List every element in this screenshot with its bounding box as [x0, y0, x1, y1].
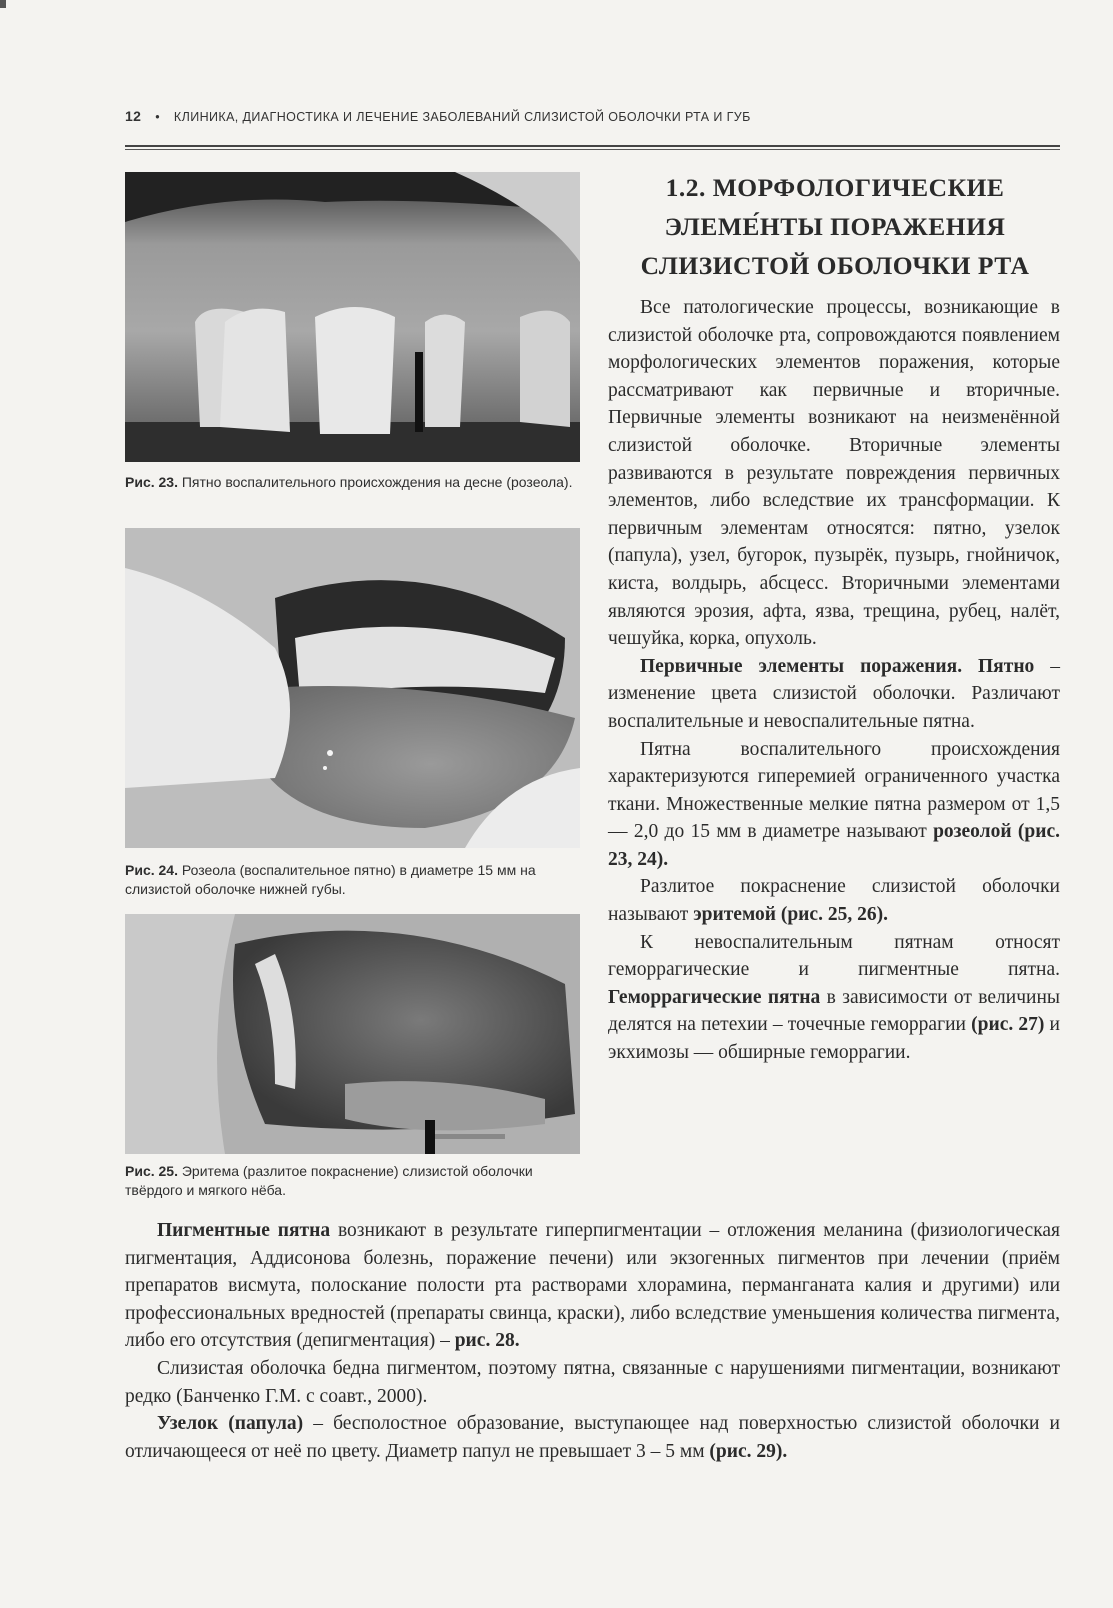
- paragraph-text: и экхимозы — обширные геморрагии.: [608, 1014, 1060, 1064]
- figure-23-text: Пятно воспалительного происхождения на десне (розеола).: [177, 474, 573, 490]
- paragraph-text: – изменение цвета слизистой оболочки. Различают воспалительные и невоспалительные пятна.: [608, 655, 1060, 732]
- paragraph-text: в зависимости от величины делятся на петехии – точечные геморрагии: [608, 986, 1060, 1036]
- figure-24-photo: [125, 528, 580, 848]
- term-pigment-spots: Пигментные пятна: [157, 1220, 331, 1241]
- scan-mark: [0, 0, 6, 8]
- figure-24-label: Рис. 24.: [125, 862, 178, 878]
- heading-line-2: ЭЛЕМЕ́НТЫ ПОРАЖЕНИЯ: [664, 212, 1006, 241]
- figure-23-label: Рис. 23.: [125, 474, 178, 490]
- figure-ref-27: (рис. 27): [971, 1014, 1045, 1036]
- full-width-text: [125, 1217, 1060, 1465]
- paragraph: [608, 929, 1060, 1067]
- paragraph-text: Разлитое покраснение слизистой оболочки называют: [608, 876, 1060, 926]
- heading-line-1: 1.2. МОРФОЛОГИЧЕСКИЕ: [665, 173, 1005, 202]
- paragraph: [125, 1217, 1060, 1355]
- term-primary-elements: Первичные элементы поражения. Пятно: [640, 655, 1035, 677]
- figure-25-label: Рис. 25.: [125, 1163, 178, 1179]
- figure-25-text: Эритема (разлитое покраснение) слизистой оболочки твёрдого и мягкого нёба.: [125, 1163, 533, 1198]
- figure-ref-29: (рис. 29).: [709, 1440, 788, 1462]
- paragraph: [125, 1410, 1060, 1465]
- figure-25-caption: [125, 1162, 585, 1200]
- book-title: КЛИНИКА, ДИАГНОСТИКА И ЛЕЧЕНИЕ ЗАБОЛЕВАНИЙ СЛИЗИСТОЙ ОБОЛОЧКИ РТА И ГУБ: [173, 110, 751, 124]
- figure-23-caption: [125, 473, 585, 492]
- header-rule-thick: [125, 145, 1060, 147]
- paragraph-text: Пятна воспалительного происхождения характеризуются гиперемией ограниченного участка ткани. Множественные мелкие пятна размером от 1,5 — 2,0 до 15 мм в диаметре называют: [608, 738, 1060, 843]
- term-roseola: розеолой (рис. 23, 24).: [608, 821, 1060, 870]
- section-heading: [610, 168, 1060, 285]
- paragraph-text: возникают в результате гиперпигментации – отложения меланина (физиологическая пигментация, Аддисонова болезнь, поражение печени) или экзогенных пигментов при лечении (приём препаратов висмута, полоскание полости рта растворами хлорамина, перманганата калия и другими) или профессиональных вредностей (препараты свинца, краски), либо вследствие уменьшения количества пигмента, либо его отсутствия (депигментация) –: [125, 1220, 1061, 1352]
- term-papule: Узелок (папула): [157, 1413, 304, 1435]
- heading-line-3: СЛИЗИСТОЙ ОБОЛОЧКИ РТА: [640, 251, 1030, 280]
- paragraph-text: К невоспалительным пятнам относят геморрагические и пигментные пятна.: [608, 931, 1060, 981]
- running-head: [125, 108, 1060, 124]
- header-rule-thin: [125, 149, 1060, 150]
- paragraph: [608, 653, 1060, 736]
- paragraph: Все патологические процессы, возникающие в слизистой оболочке рта, сопровождаются появлением морфологических элементов поражения, которые рассматривают как первичные и вторичные. Первичные элементы возникают на неизменённой слизистой оболочке. Вторичные элементы развиваются в результате повреждения первичных элементов, либо вследствие их трансформации. К первичным элементам относятся: пятно, узелок (папула), узел, бугорок, пузырёк, пузырь, гнойничок, киста, волдырь, абсцесс. Вторичными элементами являются эрозия, афта, язва, трещина, рубец, налёт, чешуйка, корка, опухоль.: [608, 297, 1060, 650]
- header-bullet: •: [155, 110, 161, 124]
- paragraph: Слизистая оболочка бедна пигментом, поэтому пятна, связанные с нарушениями пигментации, возникают редко (Банченко Г.М. с соавт., 2000).: [125, 1357, 1060, 1407]
- paragraph: [608, 736, 1060, 874]
- right-column-text: [608, 294, 1060, 1067]
- figure-ref-28: рис. 28.: [454, 1330, 520, 1352]
- term-hemorrhagic: Геморрагические пятна: [608, 986, 821, 1008]
- figure-23-photo: [125, 172, 580, 462]
- figure-25-photo: [125, 914, 580, 1154]
- paragraph: [608, 873, 1060, 928]
- figure-24-text: Розеола (воспалительное пятно) в диаметре 15 мм на слизистой оболочке нижней губы.: [125, 862, 536, 897]
- paragraph-text: – бесполостное образование, выступающее над поверхностью слизистой оболочки и отличающееся от неё по цвету. Диаметр папул не превышает 3 – 5 мм: [125, 1413, 1060, 1462]
- term-erythema: эритемой (рис. 25, 26).: [693, 904, 888, 926]
- page-number: 12: [125, 108, 142, 124]
- figure-24-caption: [125, 861, 585, 899]
